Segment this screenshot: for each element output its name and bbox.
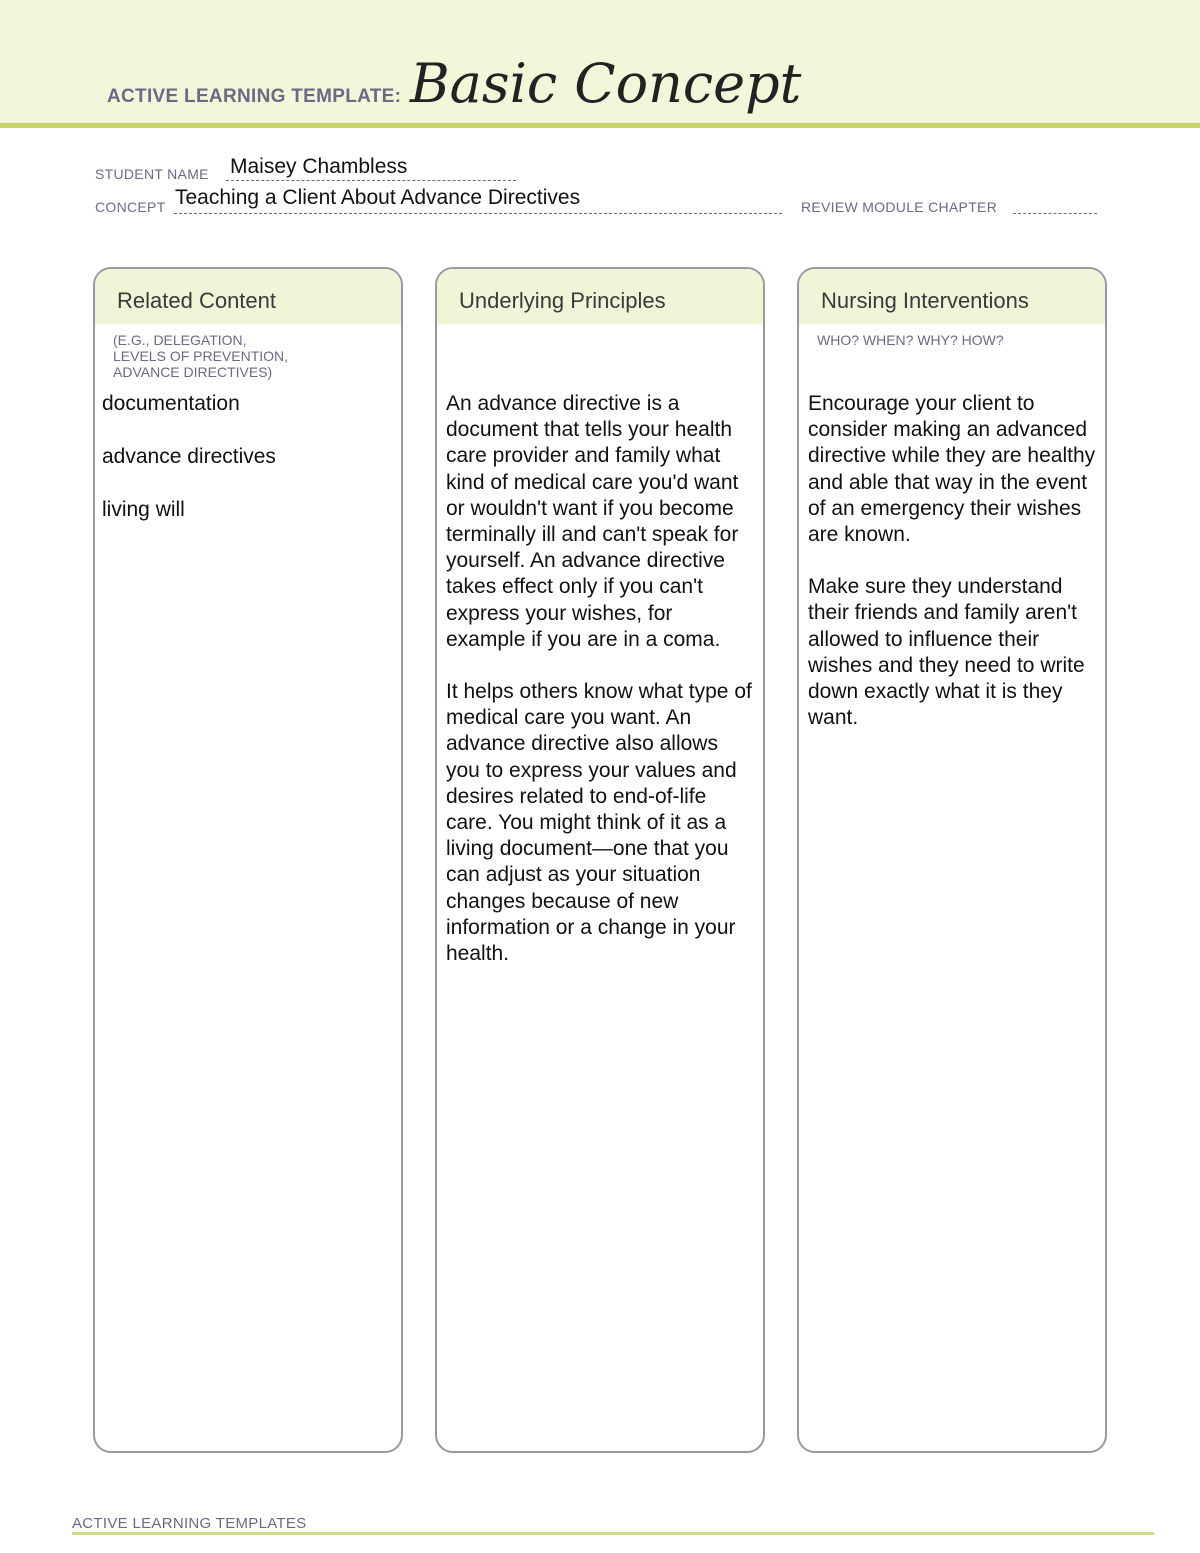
paragraph: Make sure they understand their friends and family aren't allowed to influence their wishes and they need to write down exactly what it is they want. [808, 575, 1085, 730]
underlying-principles-box [435, 267, 765, 1453]
paragraph: Encourage your client to consider making an advanced directive while they are healthy and able that way in the event of an emergency their wishes are known. [808, 392, 1096, 547]
footer-divider [72, 1532, 1154, 1535]
nursing-interventions-box [797, 267, 1107, 1453]
related-content-list[interactable] [102, 391, 391, 550]
list-item: advance directives [102, 445, 276, 468]
review-module-chapter-underline [1013, 213, 1097, 214]
review-module-chapter-label: REVIEW MODULE CHAPTER [801, 199, 998, 215]
underlying-principles-header [437, 269, 763, 324]
concept-underline [174, 213, 782, 214]
nursing-interventions-header [799, 269, 1105, 324]
template-label: ACTIVE LEARNING TEMPLATE: [107, 86, 402, 107]
template-title: Basic Concept [410, 52, 802, 115]
nursing-interventions-text[interactable] [808, 391, 1097, 757]
related-content-title: Related Content [117, 288, 276, 313]
concept-label: CONCEPT [95, 199, 166, 215]
paragraph: An advance directive is a document that tells your health care provider and family what kind of medical care you'd want or wouldn't want if you become terminally ill and can't speak for yourself. An advance directive takes effect only if you can't express your wishes, for example if you are in a coma. [446, 392, 739, 651]
related-content-header [95, 269, 401, 324]
nursing-interventions-title: Nursing Interventions [821, 288, 1029, 313]
paragraph: It helps others know what type of medical care you want. An advance directive also allows you to express your values and desires related to end-of-life care. You might think of it as a living document—one that you can adjust as your situation changes because of new information or a change in your health. [446, 680, 752, 966]
underlying-principles-text[interactable] [446, 391, 755, 993]
underlying-principles-title: Underlying Principles [459, 288, 666, 313]
footer-label: ACTIVE LEARNING TEMPLATES [72, 1515, 307, 1532]
concept-field[interactable]: Teaching a Client About Advance Directives [175, 186, 581, 209]
related-content-box [93, 267, 403, 1453]
list-item: documentation [102, 392, 240, 415]
header-divider [0, 123, 1200, 128]
student-name-field[interactable]: Maisey Chambless [230, 155, 408, 178]
list-item: living will [102, 498, 185, 521]
nursing-interventions-hint: WHO? WHEN? WHY? HOW? [817, 332, 1004, 348]
related-content-hint: (E.G., DELEGATION, LEVELS OF PREVENTION, ADVANCE DIRECTIVES) [113, 332, 289, 380]
student-name-label: STUDENT NAME [95, 166, 209, 182]
student-name-underline [226, 180, 516, 181]
